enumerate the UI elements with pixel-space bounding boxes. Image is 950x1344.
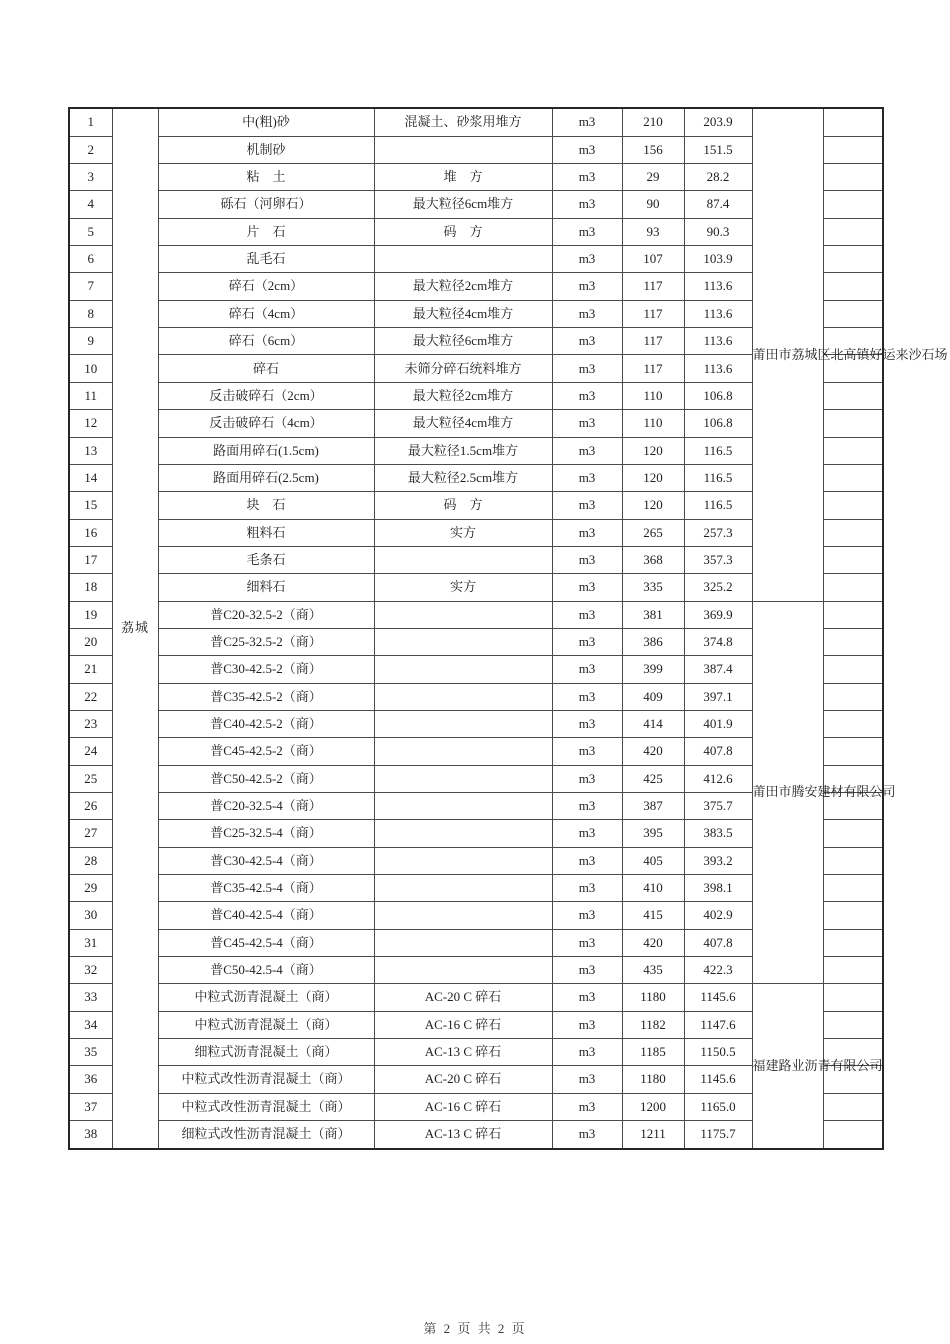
spec-cell	[374, 820, 552, 847]
row-number: 17	[69, 546, 112, 573]
row-number: 36	[69, 1066, 112, 1093]
table-row	[69, 108, 883, 136]
unit-cell: m3	[552, 1093, 622, 1120]
spec-cell	[374, 683, 552, 710]
value2-cell: 116.5	[684, 437, 752, 464]
value1-cell: 368	[622, 546, 684, 573]
spec-cell	[374, 601, 552, 628]
value2-cell: 113.6	[684, 355, 752, 382]
value1-cell: 415	[622, 902, 684, 929]
spec-cell: AC-16 C 碎石	[374, 1011, 552, 1038]
supplier-cell: 莆田市荔城区北高镇好运来沙石场	[752, 108, 823, 601]
material-name: 普C30-42.5-4（商）	[158, 847, 374, 874]
spec-cell	[374, 765, 552, 792]
value2-cell: 116.5	[684, 464, 752, 491]
value1-cell: 381	[622, 601, 684, 628]
spec-cell	[374, 136, 552, 163]
row-number: 22	[69, 683, 112, 710]
row-number: 13	[69, 437, 112, 464]
unit-cell: m3	[552, 164, 622, 191]
value1-cell: 110	[622, 382, 684, 409]
remark-cell	[823, 902, 883, 929]
value1-cell: 395	[622, 820, 684, 847]
value1-cell: 420	[622, 929, 684, 956]
remark-cell	[823, 246, 883, 273]
unit-cell: m3	[552, 191, 622, 218]
spec-cell	[374, 902, 552, 929]
remark-cell	[823, 1093, 883, 1120]
material-name: 中(粗)砂	[158, 108, 374, 136]
spec-cell: 码 方	[374, 492, 552, 519]
value2-cell: 383.5	[684, 820, 752, 847]
spec-cell: AC-20 C 碎石	[374, 1066, 552, 1093]
value1-cell: 399	[622, 656, 684, 683]
value2-cell: 407.8	[684, 929, 752, 956]
row-number: 32	[69, 957, 112, 984]
value1-cell: 120	[622, 437, 684, 464]
value1-cell: 1180	[622, 984, 684, 1011]
spec-cell: 最大粒径4cm堆方	[374, 300, 552, 327]
material-name: 中粒式沥青混凝土（商）	[158, 1011, 374, 1038]
unit-cell: m3	[552, 929, 622, 956]
value1-cell: 120	[622, 492, 684, 519]
value2-cell: 87.4	[684, 191, 752, 218]
spec-cell: 最大粒径1.5cm堆方	[374, 437, 552, 464]
remark-cell	[823, 656, 883, 683]
material-name: 普C50-42.5-4（商）	[158, 957, 374, 984]
unit-cell: m3	[552, 574, 622, 601]
material-name: 普C50-42.5-2（商）	[158, 765, 374, 792]
material-name: 中粒式沥青混凝土（商）	[158, 984, 374, 1011]
row-number: 2	[69, 136, 112, 163]
row-number: 24	[69, 738, 112, 765]
material-price-table	[68, 107, 948, 1150]
row-number: 16	[69, 519, 112, 546]
unit-cell: m3	[552, 246, 622, 273]
spec-cell: 实方	[374, 519, 552, 546]
unit-cell: m3	[552, 710, 622, 737]
spec-cell: 实方	[374, 574, 552, 601]
value2-cell: 116.5	[684, 492, 752, 519]
value2-cell: 113.6	[684, 273, 752, 300]
value1-cell: 120	[622, 464, 684, 491]
material-name: 碎石（2cm）	[158, 273, 374, 300]
value2-cell: 374.8	[684, 628, 752, 655]
value2-cell: 387.4	[684, 656, 752, 683]
spec-cell: AC-20 C 碎石	[374, 984, 552, 1011]
row-number: 11	[69, 382, 112, 409]
spec-cell: 最大粒径2cm堆方	[374, 382, 552, 409]
spec-cell	[374, 875, 552, 902]
value1-cell: 1185	[622, 1039, 684, 1066]
spec-cell	[374, 738, 552, 765]
unit-cell: m3	[552, 875, 622, 902]
material-name: 反击破碎石（2cm）	[158, 382, 374, 409]
value2-cell: 28.2	[684, 164, 752, 191]
value1-cell: 210	[622, 108, 684, 136]
row-number: 14	[69, 464, 112, 491]
value2-cell: 113.6	[684, 300, 752, 327]
material-name: 路面用碎石(1.5cm)	[158, 437, 374, 464]
region-cell: 荔城	[112, 108, 158, 1149]
remark-cell	[823, 218, 883, 245]
material-name: 细粒式沥青混凝土（商）	[158, 1039, 374, 1066]
unit-cell: m3	[552, 218, 622, 245]
remark-cell	[823, 683, 883, 710]
value2-cell: 90.3	[684, 218, 752, 245]
remark-cell	[823, 464, 883, 491]
unit-cell: m3	[552, 355, 622, 382]
value1-cell: 410	[622, 875, 684, 902]
unit-cell: m3	[552, 492, 622, 519]
unit-cell: m3	[552, 437, 622, 464]
unit-cell: m3	[552, 765, 622, 792]
row-number: 29	[69, 875, 112, 902]
spec-cell	[374, 546, 552, 573]
spec-cell: AC-16 C 碎石	[374, 1093, 552, 1120]
value1-cell: 265	[622, 519, 684, 546]
value2-cell: 357.3	[684, 546, 752, 573]
remark-cell	[823, 492, 883, 519]
unit-cell: m3	[552, 464, 622, 491]
table-body	[69, 108, 948, 1149]
page-footer	[0, 1320, 950, 1336]
spec-cell: 混凝土、砂浆用堆方	[374, 108, 552, 136]
unit-cell: m3	[552, 519, 622, 546]
unit-cell: m3	[552, 410, 622, 437]
remark-cell	[823, 875, 883, 902]
spec-cell: AC-13 C 碎石	[374, 1121, 552, 1149]
unit-cell: m3	[552, 792, 622, 819]
value1-cell: 405	[622, 847, 684, 874]
spec-cell	[374, 628, 552, 655]
unit-cell: m3	[552, 820, 622, 847]
value2-cell: 106.8	[684, 410, 752, 437]
remark-cell	[823, 191, 883, 218]
unit-cell: m3	[552, 1039, 622, 1066]
material-name: 细料石	[158, 574, 374, 601]
value1-cell: 335	[622, 574, 684, 601]
spec-cell	[374, 929, 552, 956]
material-name: 机制砂	[158, 136, 374, 163]
spec-cell	[374, 246, 552, 273]
value1-cell: 156	[622, 136, 684, 163]
material-name: 粘 土	[158, 164, 374, 191]
unit-cell: m3	[552, 382, 622, 409]
value2-cell: 1145.6	[684, 984, 752, 1011]
value2-cell: 422.3	[684, 957, 752, 984]
row-number: 12	[69, 410, 112, 437]
unit-cell: m3	[552, 984, 622, 1011]
table-row	[69, 984, 883, 1011]
unit-cell: m3	[552, 108, 622, 136]
remark-cell	[823, 929, 883, 956]
unit-cell: m3	[552, 300, 622, 327]
material-name: 普C35-42.5-4（商）	[158, 875, 374, 902]
unit-cell: m3	[552, 601, 622, 628]
value2-cell: 113.6	[684, 328, 752, 355]
value1-cell: 117	[622, 273, 684, 300]
spec-cell: 最大粒径4cm堆方	[374, 410, 552, 437]
material-name: 细粒式改性沥青混凝土（商）	[158, 1121, 374, 1149]
value2-cell: 257.3	[684, 519, 752, 546]
value1-cell: 386	[622, 628, 684, 655]
spec-cell	[374, 792, 552, 819]
material-name: 反击破碎石（4cm）	[158, 410, 374, 437]
unit-cell: m3	[552, 738, 622, 765]
spec-cell: 最大粒径2cm堆方	[374, 273, 552, 300]
value1-cell: 90	[622, 191, 684, 218]
remark-cell	[823, 108, 883, 136]
value2-cell: 1147.6	[684, 1011, 752, 1038]
unit-cell: m3	[552, 847, 622, 874]
remark-cell	[823, 382, 883, 409]
material-name: 片 石	[158, 218, 374, 245]
value2-cell: 1175.7	[684, 1121, 752, 1149]
material-name: 块 石	[158, 492, 374, 519]
value2-cell: 1150.5	[684, 1039, 752, 1066]
remark-cell	[823, 820, 883, 847]
row-number: 5	[69, 218, 112, 245]
material-name: 毛条石	[158, 546, 374, 573]
spec-cell: 码 方	[374, 218, 552, 245]
remark-cell	[823, 984, 883, 1011]
table-row	[69, 601, 883, 628]
unit-cell: m3	[552, 656, 622, 683]
row-number: 4	[69, 191, 112, 218]
value1-cell: 409	[622, 683, 684, 710]
value2-cell: 369.9	[684, 601, 752, 628]
supplier-cell: 福建路业沥青有限公司	[752, 984, 823, 1149]
spec-cell	[374, 656, 552, 683]
value2-cell: 103.9	[684, 246, 752, 273]
row-number: 30	[69, 902, 112, 929]
row-number: 19	[69, 601, 112, 628]
material-name: 普C20-32.5-4（商）	[158, 792, 374, 819]
value1-cell: 425	[622, 765, 684, 792]
row-number: 37	[69, 1093, 112, 1120]
unit-cell: m3	[552, 683, 622, 710]
value1-cell: 117	[622, 328, 684, 355]
material-name: 普C45-42.5-2（商）	[158, 738, 374, 765]
material-name: 砾石（河卵石）	[158, 191, 374, 218]
row-number: 1	[69, 108, 112, 136]
remark-cell	[823, 300, 883, 327]
spec-cell: 最大粒径6cm堆方	[374, 191, 552, 218]
remark-cell	[823, 519, 883, 546]
material-name: 路面用碎石(2.5cm)	[158, 464, 374, 491]
value1-cell: 420	[622, 738, 684, 765]
unit-cell: m3	[552, 628, 622, 655]
value2-cell: 1145.6	[684, 1066, 752, 1093]
row-number: 35	[69, 1039, 112, 1066]
material-name: 普C35-42.5-2（商）	[158, 683, 374, 710]
remark-cell	[823, 437, 883, 464]
value2-cell: 1165.0	[684, 1093, 752, 1120]
value1-cell: 414	[622, 710, 684, 737]
material-name: 中粒式改性沥青混凝土（商）	[158, 1093, 374, 1120]
unit-cell: m3	[552, 328, 622, 355]
material-name: 中粒式改性沥青混凝土（商）	[158, 1066, 374, 1093]
row-number: 8	[69, 300, 112, 327]
remark-cell	[823, 136, 883, 163]
remark-cell	[823, 847, 883, 874]
material-name: 普C45-42.5-4（商）	[158, 929, 374, 956]
supplier-cell: 莆田市腾安建材有限公司	[752, 601, 823, 984]
value1-cell: 1200	[622, 1093, 684, 1120]
value2-cell: 203.9	[684, 108, 752, 136]
row-number: 34	[69, 1011, 112, 1038]
row-number: 28	[69, 847, 112, 874]
row-number: 21	[69, 656, 112, 683]
unit-cell: m3	[552, 273, 622, 300]
value1-cell: 387	[622, 792, 684, 819]
row-number: 26	[69, 792, 112, 819]
unit-cell: m3	[552, 957, 622, 984]
row-number: 6	[69, 246, 112, 273]
material-name: 普C25-32.5-2（商）	[158, 628, 374, 655]
value1-cell: 117	[622, 355, 684, 382]
value2-cell: 402.9	[684, 902, 752, 929]
row-number: 33	[69, 984, 112, 1011]
remark-cell	[823, 574, 883, 601]
material-name: 普C30-42.5-2（商）	[158, 656, 374, 683]
value2-cell: 398.1	[684, 875, 752, 902]
material-name: 普C40-42.5-4（商）	[158, 902, 374, 929]
spec-cell	[374, 957, 552, 984]
unit-cell: m3	[552, 546, 622, 573]
value2-cell: 106.8	[684, 382, 752, 409]
row-number: 20	[69, 628, 112, 655]
value1-cell: 93	[622, 218, 684, 245]
value1-cell: 107	[622, 246, 684, 273]
remark-cell	[823, 628, 883, 655]
value1-cell: 1180	[622, 1066, 684, 1093]
spec-cell	[374, 847, 552, 874]
value1-cell: 29	[622, 164, 684, 191]
value2-cell: 393.2	[684, 847, 752, 874]
row-number: 27	[69, 820, 112, 847]
spec-cell: 堆 方	[374, 164, 552, 191]
unit-cell: m3	[552, 902, 622, 929]
remark-cell	[823, 546, 883, 573]
row-number: 7	[69, 273, 112, 300]
value1-cell: 117	[622, 300, 684, 327]
remark-cell	[823, 1011, 883, 1038]
row-number: 9	[69, 328, 112, 355]
remark-cell	[823, 957, 883, 984]
value2-cell: 397.1	[684, 683, 752, 710]
value2-cell: 151.5	[684, 136, 752, 163]
page-number-text: 第 2 页 共 2 页	[423, 1321, 527, 1336]
material-name: 普C40-42.5-2（商）	[158, 710, 374, 737]
material-name: 碎石（6cm）	[158, 328, 374, 355]
row-number: 23	[69, 710, 112, 737]
spec-cell: 最大粒径6cm堆方	[374, 328, 552, 355]
row-number: 10	[69, 355, 112, 382]
value2-cell: 412.6	[684, 765, 752, 792]
material-name: 粗料石	[158, 519, 374, 546]
value2-cell: 407.8	[684, 738, 752, 765]
unit-cell: m3	[552, 1066, 622, 1093]
row-number: 31	[69, 929, 112, 956]
material-name: 乱毛石	[158, 246, 374, 273]
unit-cell: m3	[552, 1121, 622, 1149]
material-name: 普C25-32.5-4（商）	[158, 820, 374, 847]
remark-cell	[823, 738, 883, 765]
material-name: 碎石	[158, 355, 374, 382]
material-name: 普C20-32.5-2（商）	[158, 601, 374, 628]
row-number: 15	[69, 492, 112, 519]
remark-cell	[823, 601, 883, 628]
remark-cell	[823, 164, 883, 191]
unit-cell: m3	[552, 1011, 622, 1038]
value1-cell: 435	[622, 957, 684, 984]
remark-cell	[823, 710, 883, 737]
value2-cell: 325.2	[684, 574, 752, 601]
value1-cell: 1211	[622, 1121, 684, 1149]
row-number: 18	[69, 574, 112, 601]
remark-cell	[823, 410, 883, 437]
spec-cell: AC-13 C 碎石	[374, 1039, 552, 1066]
value1-cell: 1182	[622, 1011, 684, 1038]
spec-cell: 未筛分碎石统料堆方	[374, 355, 552, 382]
unit-cell: m3	[552, 136, 622, 163]
value2-cell: 401.9	[684, 710, 752, 737]
material-name: 碎石（4cm）	[158, 300, 374, 327]
spec-cell	[374, 710, 552, 737]
row-number: 38	[69, 1121, 112, 1149]
value1-cell: 110	[622, 410, 684, 437]
row-number: 25	[69, 765, 112, 792]
remark-cell	[823, 273, 883, 300]
remark-cell	[823, 1121, 883, 1149]
row-number: 3	[69, 164, 112, 191]
spec-cell: 最大粒径2.5cm堆方	[374, 464, 552, 491]
value2-cell: 375.7	[684, 792, 752, 819]
